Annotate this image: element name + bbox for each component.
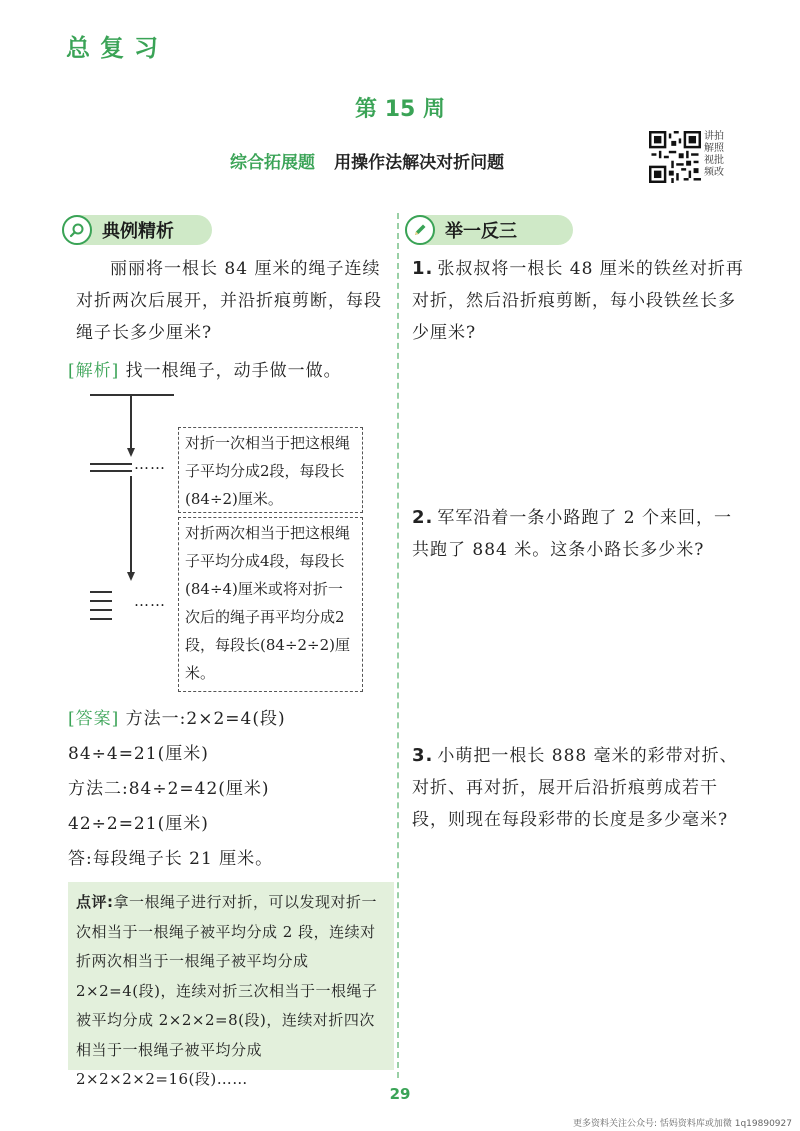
column-divider xyxy=(397,213,399,1078)
qr-code-icon[interactable] xyxy=(649,131,701,183)
answer-line xyxy=(68,702,388,737)
subtitle-topic: 用操作法解决对折问题 xyxy=(334,153,505,173)
question-text: 张叔叔将一根长 48 厘米的铁丝对折再对折，然后沿折痕剪断，每小段铁丝长多少厘米? xyxy=(412,259,744,343)
analysis-text: 找一根绳子，动手做一做。 xyxy=(125,361,342,381)
analysis-line xyxy=(68,355,380,387)
answer-text: 方法一:2×2=4(段) xyxy=(125,709,286,729)
arrow-shaft xyxy=(130,396,132,450)
rope-folded-twice xyxy=(90,600,112,602)
fold-twice-box: 对折两次相当于把这根绳子平均分成4段，每段长(84÷4)厘米或将对折一次后的绳子再平均分成2段，每段长(84÷2÷2)厘米。 xyxy=(178,517,363,692)
answer-line: 答:每段绳子长 21 厘米。 xyxy=(68,849,274,869)
example-problem: 丽丽将一根长 84 厘米的绳子连续对折两次后展开，并沿折痕剪断，每段绳子长多少厘米? xyxy=(76,259,382,343)
rope-folded-twice xyxy=(90,609,112,611)
question-text: 小萌把一根长 888 毫米的彩带对折、对折、再对折，展开后沿折痕剪成若干段，则现在每段彩带的长度是多少毫米? xyxy=(412,746,738,830)
page-number: 29 xyxy=(389,1085,411,1103)
magnifier-icon xyxy=(62,215,92,245)
qr-side-line: 频改 xyxy=(704,167,724,178)
footer-note: 更多资料关注公众号: 恬妈资料库或加微 1q19890927 xyxy=(572,1119,792,1129)
header-title: 总复习 xyxy=(66,34,168,62)
comment-tag: 点评: xyxy=(76,893,114,911)
section-practice-label xyxy=(405,215,573,245)
arrow-shaft xyxy=(130,476,132,574)
rope-folded-once xyxy=(90,463,132,465)
section-practice-text: 举一反三 xyxy=(445,221,517,242)
question-number: 1. xyxy=(412,258,434,279)
question-3 xyxy=(412,740,747,836)
answer-tag: [答案] xyxy=(68,709,120,729)
subtitle-category: 综合拓展题 xyxy=(230,153,315,173)
dots-connector: …… xyxy=(134,455,166,473)
rope-folded-twice xyxy=(90,591,112,593)
rope-whole xyxy=(90,394,174,396)
qr-side-line: 视批 xyxy=(704,155,724,166)
answer-line: 42÷2=21(厘米) xyxy=(68,814,209,834)
fold-once-box: 对折一次相当于把这根绳子平均分成2段，每段长(84÷2)厘米。 xyxy=(178,427,363,513)
comment-content xyxy=(76,888,386,1095)
subtitle-row xyxy=(230,148,504,173)
answer-block xyxy=(68,702,388,877)
section-example-text: 典例精析 xyxy=(102,221,174,242)
rope-folded-twice xyxy=(90,618,112,620)
section-example-label xyxy=(62,215,212,245)
comment-text: 拿一根绳子进行对折，可以发现对折一次相当于一根绳子被平均分成 2 段，连续对折两次相当于一根绳子被平均分成 2×2=4(段)，连续对折三次相当于一根绳子被平均分成 2×2×2=8(段)，连续对折四次相当于一根绳子被平均分成 2×2×2×2=16(段)…… xyxy=(76,893,378,1088)
qr-side-line: 解照 xyxy=(704,143,724,154)
qr-side-text xyxy=(704,131,732,179)
question-number: 2. xyxy=(412,507,434,528)
pencil-icon xyxy=(405,215,435,245)
question-text: 军军沿着一条小路跑了 2 个来回，一共跑了 884 米。这条小路长多少米? xyxy=(412,508,732,560)
analysis-tag: [解析] xyxy=(68,361,120,381)
dots-connector: …… xyxy=(134,592,166,610)
arrow-head xyxy=(127,572,135,581)
question-2 xyxy=(412,502,747,566)
week-title: 第 15 周 xyxy=(355,97,445,122)
qr-side-line: 讲拍 xyxy=(704,131,724,142)
answer-line: 84÷4=21(厘米) xyxy=(68,744,209,764)
comment-box xyxy=(68,882,394,1088)
answer-line: 方法二:84÷2=42(厘米) xyxy=(68,779,270,799)
rope-folded-once xyxy=(90,470,132,472)
question-1 xyxy=(412,253,747,349)
question-number: 3. xyxy=(412,745,434,766)
